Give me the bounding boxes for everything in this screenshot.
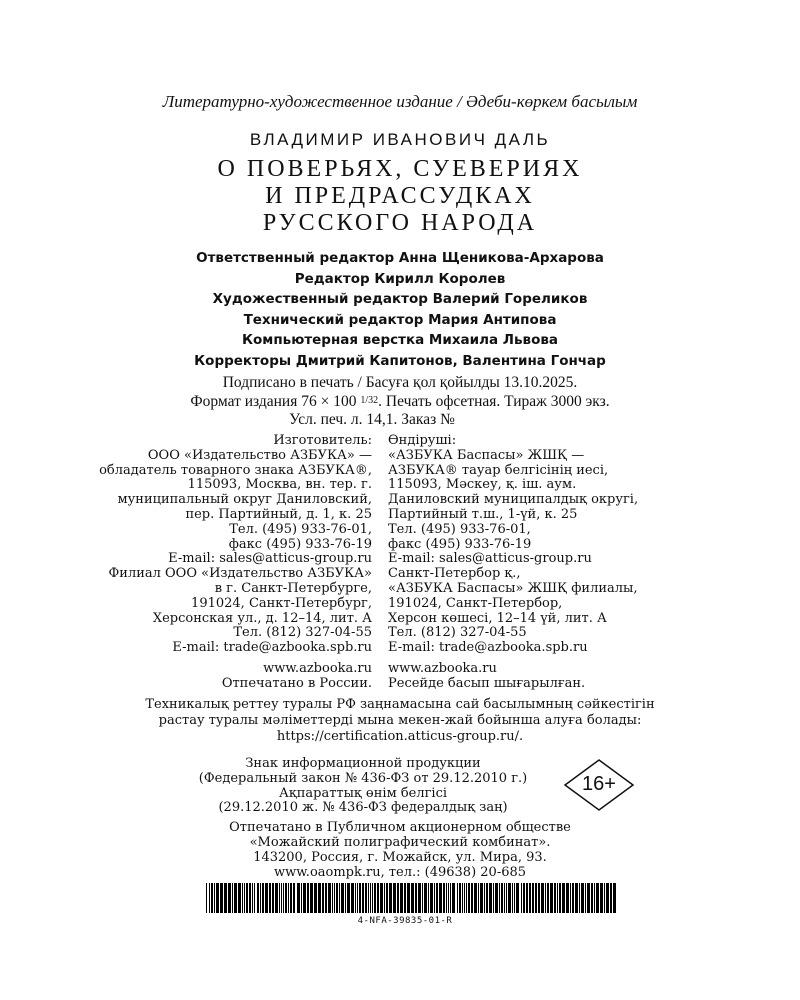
- barcode-bar: [572, 883, 574, 913]
- website: www.azbooka.ru: [388, 660, 497, 676]
- barcode-bar: [386, 883, 388, 913]
- author-name: ВЛАДИМИР ИВАНОВИЧ ДАЛЬ: [249, 130, 551, 149]
- manufacturer-label-kz: Өндіруші:: [388, 433, 457, 448]
- barcode-bar: [493, 883, 494, 913]
- barcode-number: 4-NFA-39835-01-R: [357, 916, 453, 926]
- barcode-bar: [290, 883, 292, 913]
- barcode-bar: [214, 883, 215, 913]
- techreg-line: Техникалық реттеу туралы РФ заңнамасына сай басылымның сәйкестігін: [145, 697, 655, 712]
- barcode-bar: [541, 883, 544, 913]
- branch-line: Тел. (812) 327-04-55: [233, 625, 372, 641]
- barcode-bar: [506, 883, 507, 913]
- barcode-bar: [436, 883, 438, 913]
- manufacturer-line: Партийный т.ш., 1-үй, к. 25: [388, 506, 578, 522]
- barcode-bar: [341, 883, 344, 913]
- sheets-text: Усл. печ. л. 14,1. Заказ №: [289, 411, 455, 428]
- barcode-bar: [501, 883, 503, 913]
- barcode-bar: [532, 883, 534, 913]
- barcode-bar: [345, 883, 346, 913]
- barcode-bar: [585, 883, 586, 913]
- barcode-bar: [526, 883, 528, 913]
- barcode-bar: [550, 883, 553, 913]
- barcode-bar: [591, 883, 593, 913]
- format-line: [0, 392, 800, 411]
- barcode-bar: [504, 883, 505, 913]
- barcode-bar: [443, 883, 445, 913]
- barcode-bar: [516, 883, 519, 913]
- barcode-bar: [418, 883, 421, 913]
- barcode-bar: [389, 883, 392, 913]
- barcode-bar: [559, 883, 561, 913]
- barcode-bar: [365, 883, 367, 913]
- manufacturer-line: Даниловский муниципалдық округі,: [388, 492, 639, 508]
- barcode-bar: [575, 883, 578, 913]
- barcode-bar: [249, 883, 251, 913]
- sign-line: (29.12.2010 ж. № 436-ФЗ федералдық заң): [218, 800, 508, 816]
- barcode-bar: [600, 883, 603, 913]
- barcode-bar: [252, 883, 253, 913]
- barcode-bar: [529, 883, 531, 913]
- printer-line: «Можайский полиграфический комбинат».: [249, 835, 551, 850]
- barcode-bar: [545, 883, 546, 913]
- barcode-bar: [310, 883, 313, 913]
- branch-line: 191024, Санкт-Петербор,: [388, 595, 563, 611]
- barcode-bar: [288, 883, 289, 913]
- barcode-bar: [257, 883, 259, 913]
- barcode-bar: [424, 883, 427, 913]
- barcode-bar: [466, 883, 467, 913]
- barcode-bar: [314, 883, 317, 913]
- barcode-bar: [246, 883, 248, 913]
- barcode-bar: [523, 883, 525, 913]
- barcode-bar: [220, 883, 223, 913]
- barcode-bar: [557, 883, 558, 913]
- barcode-bar: [347, 883, 350, 913]
- branch-line: Санкт-Петербор қ.,: [388, 566, 521, 582]
- barcode-bar: [610, 883, 612, 913]
- printer-info: [0, 820, 800, 880]
- barcode-bar: [474, 883, 477, 913]
- barcode-bar: [380, 883, 383, 913]
- manufacturer-email: E-mail: sales@atticus-group.ru: [168, 551, 372, 567]
- barcode-bar: [471, 883, 473, 913]
- barcode-bar: [430, 883, 433, 913]
- barcode-bar: [484, 883, 485, 913]
- barcode-bar: [362, 883, 364, 913]
- barcode-bar: [283, 883, 284, 913]
- barcode-bar: [232, 883, 233, 913]
- barcode-bar: [216, 883, 219, 913]
- credit-line: Редактор Кирилл Королев: [294, 270, 506, 287]
- barcode-bar: [554, 883, 556, 913]
- barcode-bar: [301, 883, 302, 913]
- barcode-bar: [269, 883, 271, 913]
- format-suffix: . Печать офсетная. Тираж 3000 экз.: [378, 393, 610, 410]
- barcode-bar: [325, 883, 327, 913]
- title-line-2: И ПРЕДРАССУДКАХ: [265, 183, 535, 209]
- branch-line: «АЗБУКА Баспасы» ЖШҚ филиалы,: [388, 580, 638, 596]
- barcode-bar: [547, 883, 549, 913]
- barcode-bar: [579, 883, 580, 913]
- barcode-bar: [384, 883, 385, 913]
- barcode-bar: [224, 883, 227, 913]
- column-russian: [60, 434, 372, 692]
- barcode-bar: [468, 883, 470, 913]
- barcode-bar: [464, 883, 465, 913]
- sign-line: (Федеральный закон № 436-ФЗ от 29.12.2010 г.): [198, 770, 528, 786]
- barcode-bar: [411, 883, 414, 913]
- barcode-bar: [489, 883, 492, 913]
- barcode-bar: [613, 883, 616, 913]
- barcode-icon: [206, 883, 616, 913]
- barcode-bar: [242, 883, 243, 913]
- barcode-bar: [439, 883, 442, 913]
- manufacturer-line: Тел. (495) 933-76-01,: [388, 521, 531, 537]
- series-line: Литературно-художественное издание / Әдеби-көркем басылым: [162, 92, 638, 111]
- barcode-bar: [480, 883, 483, 913]
- barcode-bar: [562, 883, 565, 913]
- manufacturer-line: АЗБУКА® тауар белгісінің иесі,: [388, 462, 609, 478]
- barcode-bar: [357, 883, 358, 913]
- print-info: [0, 374, 800, 429]
- manufacturer-line: пер. Партийный, д. 1, к. 25: [185, 506, 372, 522]
- column-kazakh: [388, 434, 688, 692]
- barcode-bar: [359, 883, 361, 913]
- barcode-bar: [606, 883, 609, 913]
- barcode-bar: [499, 883, 500, 913]
- barcode-bar: [260, 883, 261, 913]
- printed-in: Отпечатано в России.: [221, 675, 372, 691]
- barcode-bar: [281, 883, 282, 913]
- barcode-bar: [400, 883, 403, 913]
- barcode-bar: [462, 883, 463, 913]
- credit-line: Художественный редактор Валерий Гореликов: [212, 291, 588, 308]
- barcode-bar: [407, 883, 410, 913]
- barcode-bar: [244, 883, 245, 913]
- manufacturer-line: 115093, Москва, вн. тер. г.: [187, 477, 372, 493]
- signed-date: Подписано в печать / Басуға қол қойылды 13.10.2025.: [222, 374, 578, 391]
- manufacturer-line: факс (495) 933-76-19: [228, 536, 372, 552]
- branch-line: Херсон көшесі, 12–14 үй, лит. А: [388, 610, 607, 626]
- barcode-bar: [328, 883, 331, 913]
- barcode-bar: [404, 883, 406, 913]
- credits-block: [0, 248, 800, 372]
- printer-line: 143200, Россия, г. Можайск, ул. Мира, 93.: [253, 850, 547, 865]
- barcode-bar: [450, 883, 451, 913]
- barcode-bar: [434, 883, 435, 913]
- barcode-bar: [297, 883, 300, 913]
- credit-line: Технический редактор Мария Антипова: [243, 311, 557, 328]
- barcode-bar: [422, 883, 423, 913]
- printed-in: Ресейде басып шығарылған.: [388, 675, 586, 691]
- barcode-bar: [228, 883, 231, 913]
- branch-line: 191024, Санкт-Петербург,: [191, 595, 372, 611]
- credit-line: Компьютерная верстка Михаила Львова: [241, 332, 559, 349]
- barcode-bar: [262, 883, 264, 913]
- barcode-bar: [495, 883, 498, 913]
- barcode-bar: [254, 883, 255, 913]
- tech-regulation-note: [0, 697, 800, 745]
- sign-line: Знак информационной продукции: [245, 756, 481, 771]
- printer-line: Отпечатано в Публичном акционерном обществе: [229, 820, 571, 835]
- barcode-bar: [372, 883, 373, 913]
- barcode-bar: [428, 883, 429, 913]
- manufacturer-line: факс (495) 933-76-19: [388, 536, 532, 552]
- barcode-bar: [272, 883, 274, 913]
- barcode-bar: [570, 883, 571, 913]
- barcode-bar: [514, 883, 515, 913]
- manufacturer-label-ru: Изготовитель:: [273, 433, 372, 448]
- techreg-line: растау туралы мәліметтерді мына мекен-жай бойынша алуға болады:: [158, 713, 642, 728]
- barcode-bar: [415, 883, 417, 913]
- barcode-bar: [285, 883, 287, 913]
- website: www.azbooka.ru: [263, 660, 372, 676]
- barcode-bar: [452, 883, 455, 913]
- printer-line: www.oaompk.ru, тел.: (49638) 20-685: [273, 865, 527, 880]
- branch-line: Херсонская ул., д. 12–14, лит. А: [152, 610, 372, 626]
- branch-line: Тел. (812) 327-04-55: [388, 625, 527, 641]
- barcode-bar: [355, 883, 356, 913]
- credit-line: Корректоры Дмитрий Капитонов, Валентина Гончар: [194, 352, 606, 369]
- branch-email: E-mail: trade@azbooka.spb.ru: [172, 640, 372, 656]
- barcode-bar: [307, 883, 309, 913]
- title-line-3: РУССКОГО НАРОДА: [262, 210, 538, 236]
- barcode-bar: [332, 883, 333, 913]
- barcode-bar: [279, 883, 280, 913]
- credit-line: Ответственный редактор Анна Щеникова-Архарова: [196, 250, 604, 266]
- barcode-bar: [459, 883, 461, 913]
- barcode-bar: [275, 883, 278, 913]
- barcode-bar: [587, 883, 590, 913]
- barcode-bar: [397, 883, 399, 913]
- manufacturer-line: ООО «Издательство АЗБУКА» —: [147, 447, 372, 463]
- barcode-bar: [238, 883, 241, 913]
- barcode-bar: [339, 883, 340, 913]
- manufacturer-line: муниципальный округ Даниловский,: [117, 492, 372, 508]
- barcode-bar: [508, 883, 511, 913]
- manufacturer-line: обладатель товарного знака АЗБУКА®,: [99, 462, 372, 478]
- branch-line: Филиал ООО «Издательство АЗБУКА»: [108, 566, 372, 582]
- barcode-bar: [566, 883, 569, 913]
- sheets-line: [0, 411, 800, 429]
- barcode-bar: [206, 883, 207, 913]
- barcode-bar: [512, 883, 513, 913]
- barcode-bar: [596, 883, 599, 913]
- barcode-bar: [368, 883, 369, 913]
- barcode-bar: [351, 883, 354, 913]
- barcode-bar: [211, 883, 213, 913]
- barcode-bar: [486, 883, 488, 913]
- barcode-bar: [446, 883, 447, 913]
- format-fraction: 1/32: [360, 395, 379, 406]
- barcode-bar: [538, 883, 540, 913]
- barcode-bar: [521, 883, 522, 913]
- barcode-bar: [457, 883, 458, 913]
- manufacturer-line: «АЗБУКА Баспасы» ЖШҚ —: [388, 447, 585, 463]
- manufacturer-line: Тел. (495) 933-76-01,: [229, 521, 372, 537]
- manufacturer-email: E-mail: sales@atticus-group.ru: [388, 551, 592, 567]
- barcode-bar: [478, 883, 479, 913]
- barcode-bar: [234, 883, 237, 913]
- barcode-bar: [293, 883, 295, 913]
- format-prefix: Формат издания 76 × 100: [190, 393, 361, 410]
- barcode-bar: [336, 883, 338, 913]
- barcode-bar: [370, 883, 371, 913]
- manufacturer-line: 115093, Мәскеу, қ. іш. аум.: [388, 477, 577, 493]
- barcode-bar: [303, 883, 306, 913]
- barcode-bar: [393, 883, 396, 913]
- techreg-url: https://certification.atticus-group.ru/.: [276, 729, 524, 744]
- barcode-bar: [604, 883, 605, 913]
- sign-line: Ақпараттық өнім белгісі: [278, 785, 448, 801]
- barcode-bar: [318, 883, 321, 913]
- info-product-sign: [168, 757, 558, 816]
- branch-line: в г. Санкт-Петербурге,: [214, 580, 372, 596]
- barcode-bar: [535, 883, 537, 913]
- barcode-bar: [377, 883, 379, 913]
- barcode-bar: [265, 883, 268, 913]
- barcode-bar: [334, 883, 335, 913]
- branch-email: E-mail: trade@azbooka.spb.ru: [388, 640, 588, 656]
- title-line-1: О ПОВЕРЬЯХ, СУЕВЕРИЯХ: [217, 156, 583, 182]
- age-rating: 16+: [582, 773, 616, 795]
- barcode-bar: [581, 883, 584, 913]
- barcode-bar: [322, 883, 324, 913]
- barcode-bar: [448, 883, 449, 913]
- book-title: [0, 156, 800, 237]
- barcode-bar: [209, 883, 210, 913]
- barcode-bar: [374, 883, 376, 913]
- barcode-bar: [594, 883, 595, 913]
